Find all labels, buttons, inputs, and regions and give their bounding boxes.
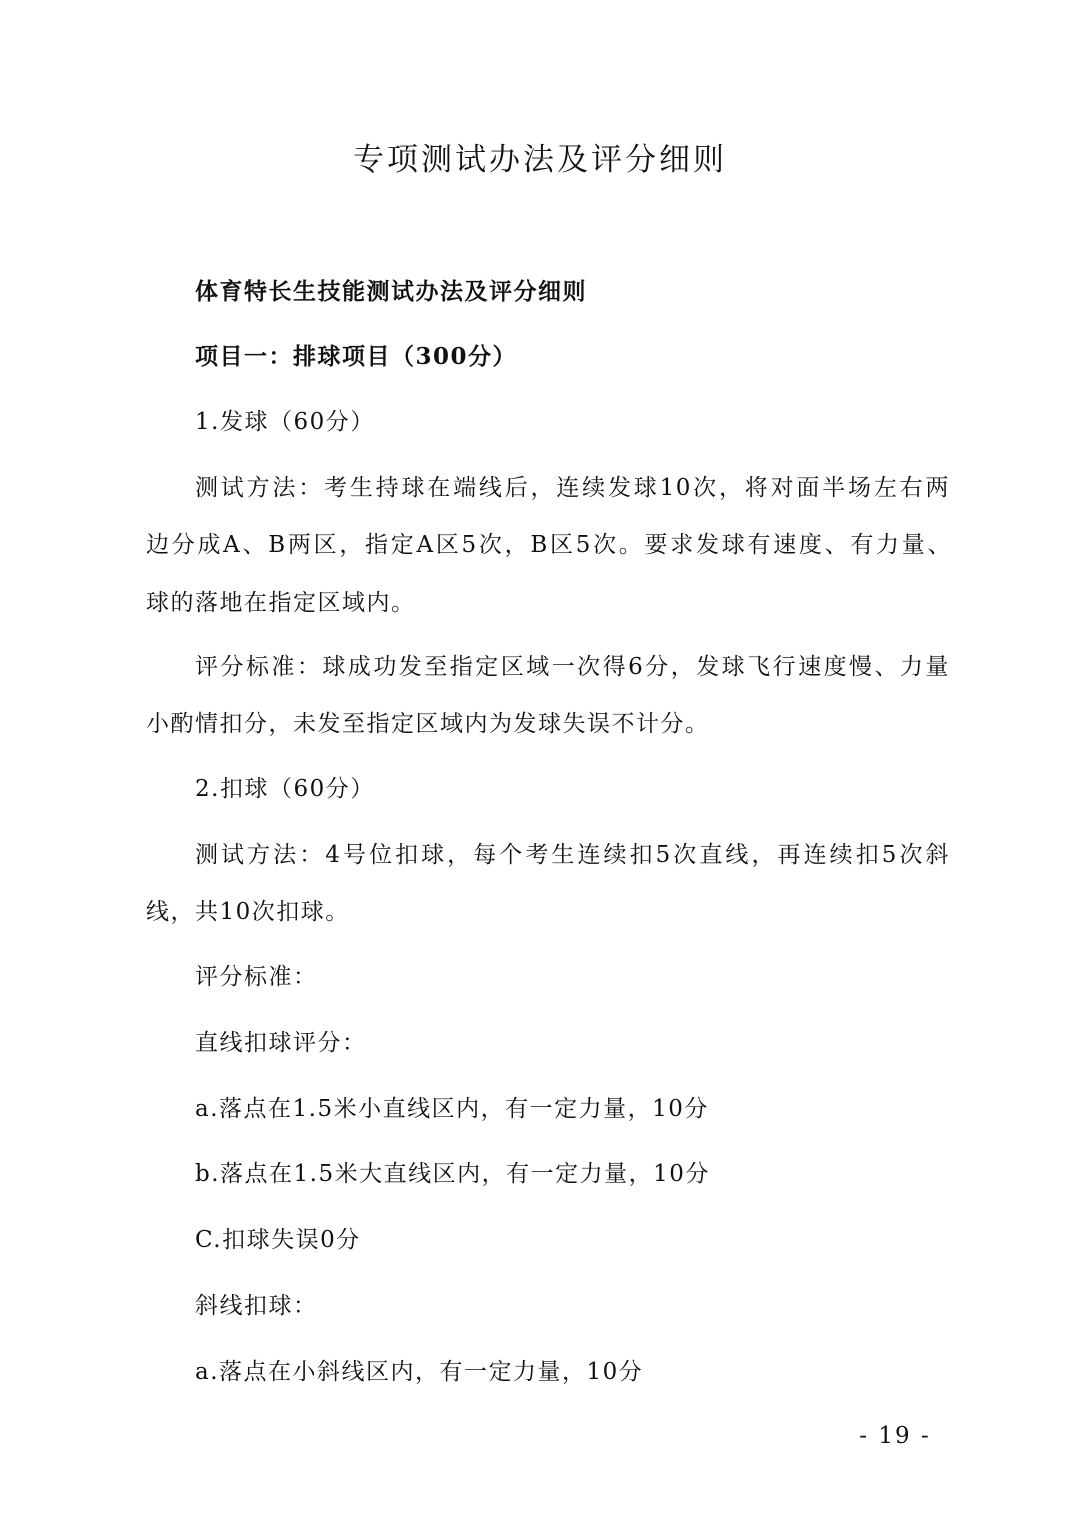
spike-method-line-2: 线，共10次扣球。 [146,899,350,925]
straight-spike-item-a: a.落点在1.5米小直线区内，有一定力量，10分 [195,1096,709,1122]
spike-method-line-1: 测试方法：4号位扣球，每个考生连续扣5次直线，再连续扣5次斜 [195,842,950,868]
straight-spike-item-b: b.落点在1.5米大直线区内，有一定力量，10分 [195,1161,710,1187]
serve-scoring-line-1: 评分标准：球成功发至指定区域一次得6分，发球飞行速度慢、力量 [195,654,950,680]
serve-method-line-2: 边分成A、B两区，指定A区5次，B区5次。要求发球有速度、有力量、 [146,532,952,558]
section-heading: 体育特长生技能测试办法及评分细则 [195,278,587,305]
spike-scoring-label: 评分标准： [195,964,318,990]
project-heading: 项目一：排球项目（300分） [195,343,518,370]
document-title: 专项测试办法及评分细则 [353,142,727,178]
page-number: - 19 - [859,1423,931,1449]
serve-scoring-line-2: 小酌情扣分，未发至指定区域内为发球失误不计分。 [146,711,710,737]
diagonal-spike-item-a: a.落点在小斜线区内，有一定力量，10分 [195,1359,644,1385]
serve-heading: 1.发球（60分） [195,409,375,435]
straight-spike-label: 直线扣球评分： [195,1030,367,1056]
diagonal-spike-label: 斜线扣球： [195,1293,318,1319]
serve-method-line-1: 测试方法：考生持球在端线后，连续发球10次，将对面半场左右两 [195,475,950,501]
spike-heading: 2.扣球（60分） [195,776,375,802]
serve-method-line-3: 球的落地在指定区域内。 [146,590,416,616]
straight-spike-item-c: C.扣球失误0分 [195,1227,361,1253]
